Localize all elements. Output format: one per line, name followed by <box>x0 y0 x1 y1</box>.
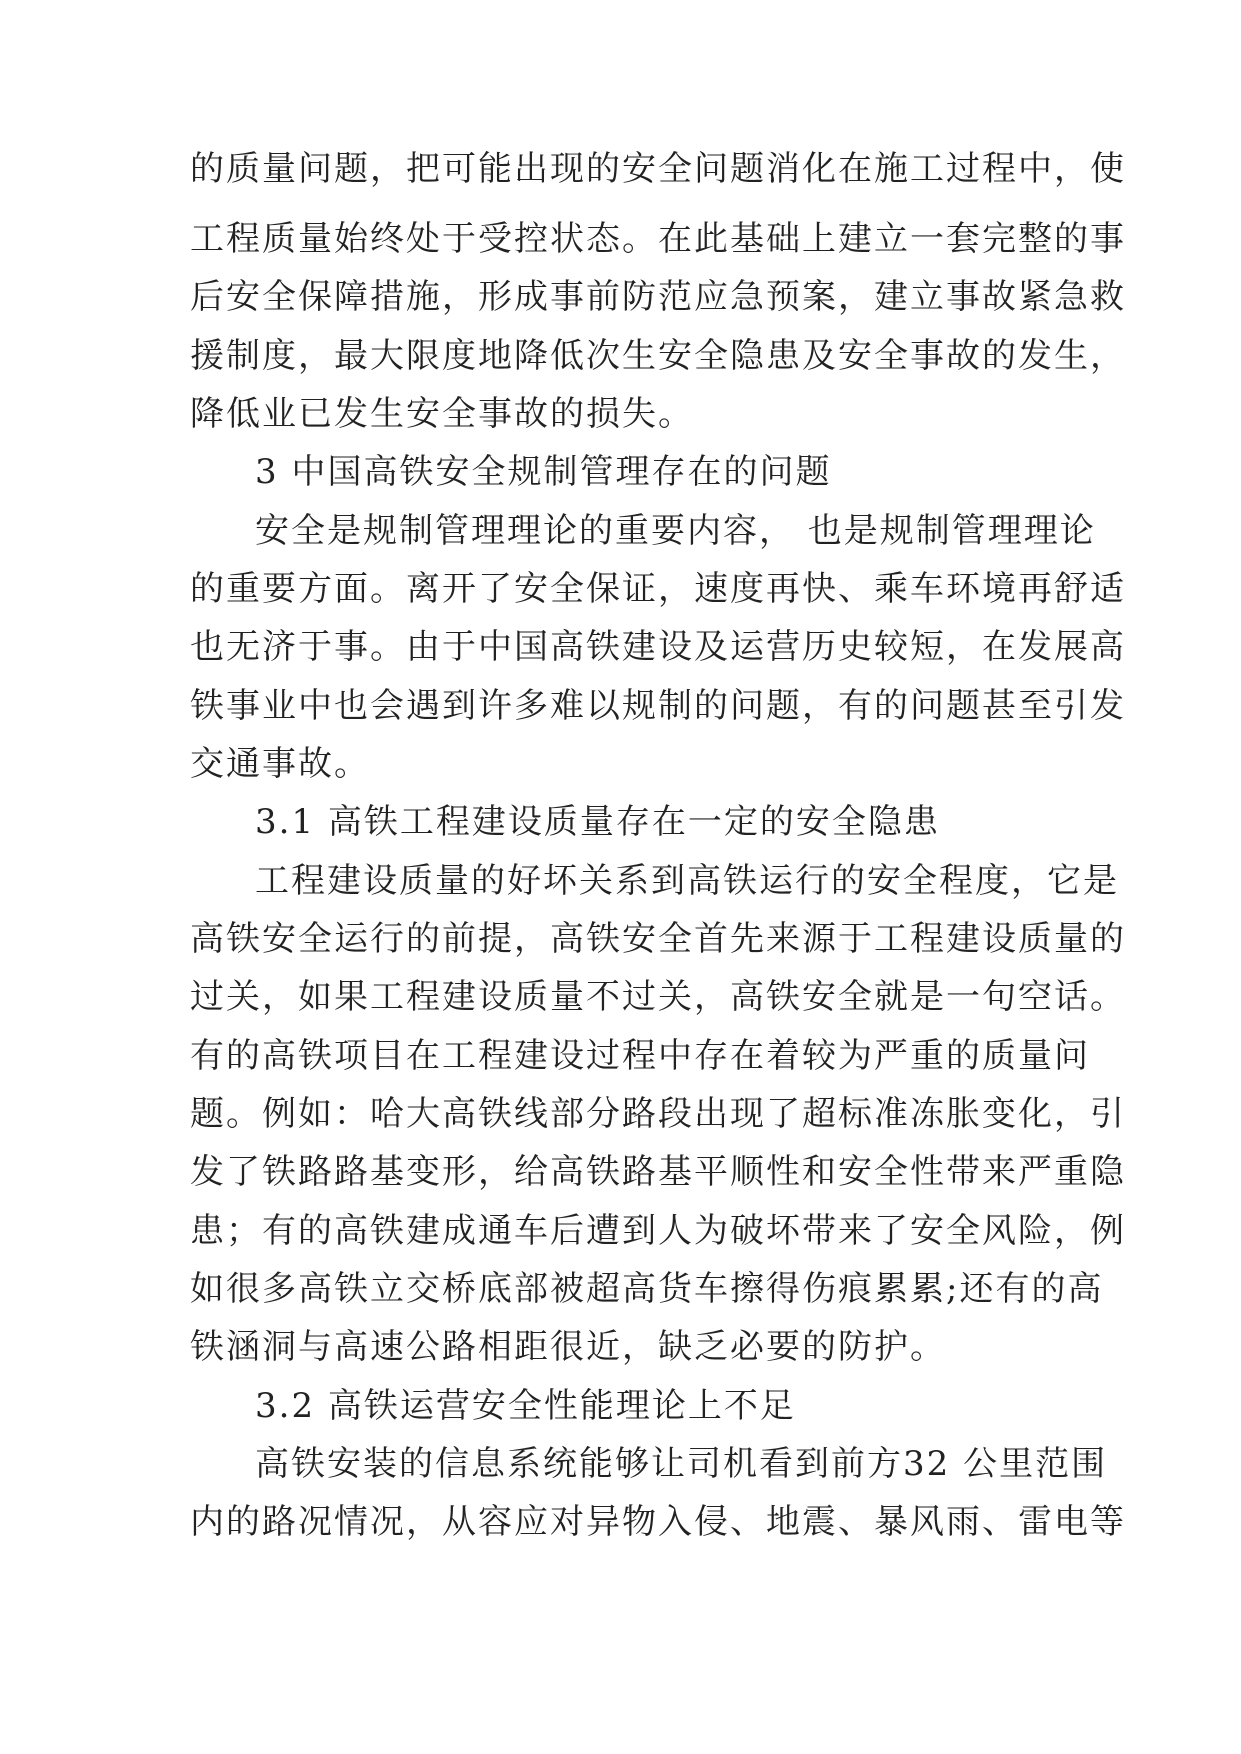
text-line: 高铁安装的信息系统能够让司机看到前方32 公里范围 <box>255 1444 1108 1484</box>
text-line: 铁涵洞与高速公路相距很近，缺乏必要的防护。 <box>190 1327 946 1367</box>
text-line: 工程质量始终处于受控状态。在此基础上建立一套完整的事 <box>190 219 1126 259</box>
text-line: 题。例如：哈大高铁线部分路段出现了超标准冻胀变化，引 <box>190 1094 1126 1134</box>
text-line: 发了铁路路基变形，给高铁路基平顺性和安全性带来严重隐 <box>190 1152 1126 1192</box>
text-line: 后安全保障措施，形成事前防范应急预案，建立事故紧急救 <box>190 277 1126 317</box>
text-line: 的质量问题，把可能出现的安全问题消化在施工过程中，使 <box>190 149 1126 189</box>
text-line: 交通事故。 <box>190 744 370 784</box>
section-heading-3-1: 3.1 高铁工程建设质量存在一定的安全隐患 <box>255 802 940 842</box>
section-heading-3-2: 3.2 高铁运营安全性能理论上不足 <box>255 1386 796 1426</box>
section-heading-3: 3 中国高铁安全规制管理存在的问题 <box>255 452 832 492</box>
text-line: 患；有的高铁建成通车后遭到人为破坏带来了安全风险，例 <box>190 1211 1126 1251</box>
text-line: 援制度，最大限度地降低次生安全隐患及安全事故的发生， <box>190 336 1126 376</box>
text-line: 降低业已发生安全事故的损失。 <box>190 394 694 434</box>
text-line: 高铁安全运行的前提，高铁安全首先来源于工程建设质量的 <box>190 919 1126 959</box>
text-line: 如很多高铁立交桥底部被超高货车擦得伤痕累累;还有的高 <box>190 1269 1104 1309</box>
text-line: 内的路况情况，从容应对异物入侵、地震、暴风雨、雷电等 <box>190 1502 1126 1542</box>
text-line: 有的高铁项目在工程建设过程中存在着较为严重的质量问 <box>190 1036 1090 1076</box>
text-line: 工程建设质量的好坏关系到高铁运行的安全程度，它是 <box>255 861 1119 901</box>
text-line: 过关，如果工程建设质量不过关，高铁安全就是一句空话。 <box>190 977 1126 1017</box>
text-line: 也无济于事。由于中国高铁建设及运营历史较短，在发展高 <box>190 627 1126 667</box>
text-line: 安全是规制管理理论的重要内容， 也是规制管理理论 <box>255 511 1096 551</box>
text-line: 的重要方面。离开了安全保证，速度再快、乘车环境再舒适 <box>190 569 1126 609</box>
text-line: 铁事业中也会遇到许多难以规制的问题，有的问题甚至引发 <box>190 686 1126 726</box>
